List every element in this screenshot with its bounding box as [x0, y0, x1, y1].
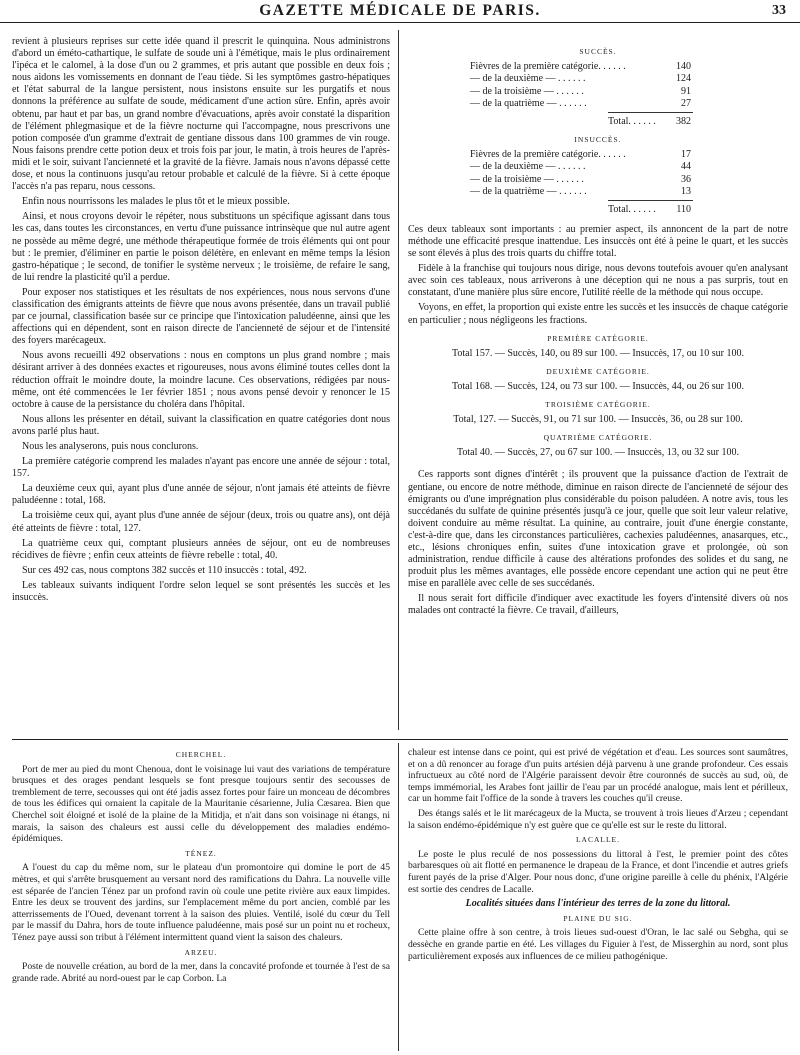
row-value: 13	[681, 185, 691, 197]
paragraph: chaleur est intense dans ce point, qui est privé de végétation et d'eau. Les sources sont saumâtres, et on a dû renoncer au forage d'un puits artésien déjà parvenu à une grande profondeur. Ces essais infructueux au côté nord de l'Algérie paraissent devoir être couronnés de succès au sud, où, de temps immémorial, les Arabes font jaillir de l'eau par un procédé analogue, mais lent et périlleux, car un homme fait l'office de la sonde à travers les couches qu'il creuse.	[408, 747, 788, 805]
row-value: 91	[681, 85, 691, 97]
paragraph: revient à plusieurs reprises sur cette idée quand il prescrit le quinquina. Nous administrons d'abord un éméto-cathartique, le sulfate de soude uni à l'émétique, mais le plus ordinairement l'ipéca et le calomel, à la dose d'un ou 2 grammes, et pris autant que possible en deux fois ; nous aidons les vomissements en donnant de l'eau tiède. Si les symptômes gastro-hépatiques et l'état saburral de la langue persistent, nous insistons ensuite sur les purgatifs et nous donnons la préférence au sulfate de soude, médicament d'une action sûre. Enfin, après avoir obtenu, par haut et par bas, un grand nombre d'évacuations, après avoir constaté la disparition de l'élément phlegmasique et de la fièvre nocturne qui l'accompagne, nous prescrivons une potion composée d'un gramme d'extrait de gentiane dissous dans 100 grammes de vin rouge. Nous faisons prendre cette potion deux et trois fois par jour, le matin, à trois heures de l'après-midi et le soir, suivant l'ancienneté et la gravité de la fièvre. Jamais nous n'avons dépassé cette dose, et nous la continuons jusqu'au retour probable et calculé de la fièvre. Si à cette époque l'accès n'a pas reparu, nous cessons.	[12, 36, 390, 193]
paragraph: Poste de nouvelle création, au bord de la mer, dans la concavité profonde et tournée à l'est de sa grande rade. Abrité au nord-ouest par le cap Corbon. La	[12, 961, 390, 984]
table-row	[408, 73, 788, 85]
total-row	[408, 202, 788, 216]
left-column	[12, 36, 390, 607]
locality-heading: CHERCHEL.	[175, 750, 227, 759]
category-line: Total 168. — Succès, 124, ou 73 sur 100. — Insuccès, 44, ou 26 sur 100.	[451, 380, 745, 392]
insucces-table	[408, 134, 788, 216]
row-label: Fièvres de la première catégorie. . . . . .	[470, 61, 626, 73]
paragraph: Ces rapports sont dignes d'intérêt ; ils prouvent que la puissance d'action de l'extrait de gentiane, ou encore de notre méthode, diminue en raison directe de l'ancienneté de séjour des émigrants ou d'une imprégnation plus considérable du poison paludéen. A notre avis, tous les succédanés du sulfate de quinine présentés jusqu'à ce jour, quelle que soit leur valeur relative, doivent conduire au même résultat. La quinine, au contraire, jouit d'une énergie constante, c'est-à-dire que, dans les circonstances particulières, cachexies paludéennes, anasarques, etc., etc., lésions chroniques enfin, suites d'une intoxication grave et prolongée, où son administration, rendue difficile à cause des altérations profondes des solides et du sang, ne produit plus les mêmes avantages, elle possède encore cependant une action qui ne peut être mise en parallèle avec celle de ses succédanés.	[408, 469, 788, 590]
paragraph: La deuxième ceux qui, ayant plus d'une année de séjour, n'ont jamais été atteints de fièvre paludéenne : total, 168.	[12, 483, 390, 507]
page-number: 33	[772, 3, 786, 18]
row-label: — de la deuxième — . . . . . .	[470, 161, 586, 173]
paragraph: Les tableaux suivants indiquent l'ordre selon lequel se sont présentés les succès et les insuccès.	[12, 579, 390, 604]
table-heading: SUCCÈS.	[579, 47, 617, 56]
locality-heading: LACALLE.	[575, 835, 621, 845]
row-label: — de la troisième — . . . . . .	[470, 85, 584, 97]
total-rule	[608, 200, 693, 201]
bottom-right-column	[408, 747, 788, 965]
table-row	[408, 186, 788, 198]
paragraph: Des étangs salés et le lit marécageux de la Mucta, se trouvent à trois lieues d'Arzeu ; cependant la saison endémo-épidémique n'y est guère que ce qu'elle est sur le reste du littoral.	[408, 807, 788, 831]
table-row	[408, 149, 788, 161]
paragraph: A l'ouest du cap du même nom, sur le plateau d'un promontoire qui domine le port de 45 mètres, et qui s'arrête brusquement au versant nord des ramifications du Dahra. La nouvelle ville est séparée de l'ancien Ténez par un profond ravin où coule une petite rivière aux eaux limpides. Entre les deux se trouvent des jardins, sur l'emplacement même du port ancien, comblé par les atterrissements de l'Oued, devenant torrent à la saison des pluies. Ventilé, isolé du cœur du Tell par le massif du Dahra, hors de toute influence paludéenne, mais posé sur un point nu et rocheux, Ténez paye aussi son tribut à l'élément intermittent quand vient la saison des chaleurs.	[12, 862, 390, 943]
paragraph: Nous avons recueilli 492 observations : nous en comptons un plus grand nombre ; mais désirant arriver à des données exactes et rigoureuses, nous avons éliminé toutes celles dont la réduction offrait le moindre doute, la moindre lacune. Ces observations, rédigées par nous-même, ont été commencées le 1er février 1851 ; nous avons pensé devoir y renoncer le 15 octobre à cause de la persistance du choléra dans l'hôpital.	[12, 350, 390, 410]
paragraph: La troisième ceux qui, ayant plus d'une année de séjour (deux, trois ou quatre ans), ont déjà été atteints de fièvre : total, 127.	[12, 510, 390, 534]
paragraph: La première catégorie comprend les malades n'ayant pas encore une année de séjour : total, 157.	[12, 456, 390, 480]
paragraph: La quatrième ceux qui, comptant plusieurs années de séjour, ont eu de nombreuses récidives de fièvre ; enfin ceux atteints de fièvre rebelle : total, 40.	[12, 537, 390, 561]
succes-table	[408, 46, 788, 128]
row-value: 27	[681, 97, 691, 109]
total-label: Total. . . . . .	[608, 115, 656, 127]
total-label: Total. . . . . .	[608, 203, 656, 215]
row-value: 124	[676, 73, 691, 85]
row-label: — de la quatrième — . . . . . .	[470, 97, 587, 109]
total-rule	[608, 112, 693, 113]
journal-title: GAZETTE MÉDICALE DE PARIS.	[259, 2, 541, 19]
category-heading: PREMIÈRE CATÉGORIE.	[547, 333, 649, 343]
paragraph: Sur ces 492 cas, nous comptons 382 succès et 110 insuccès : total, 492.	[22, 564, 307, 576]
row-label: — de la troisième — . . . . . .	[470, 173, 584, 185]
column-divider	[398, 743, 399, 1051]
paragraph: Fidèle à la franchise qui toujours nous dirige, nous devons toutefois avouer qu'en analysant avec soin ces tableaux, nous arriverons à une déception qui ne nous a pas surpris, tout en constatant, d'une manière plus sûre encore, l'utilité réelle de la méthode qui nous occupe.	[408, 263, 788, 299]
table-row	[408, 61, 788, 73]
category-line: Total 40. — Succès, 27, ou 67 sur 100. — Insuccès, 13, ou 32 sur 100.	[456, 447, 740, 459]
row-label: Fièvres de la première catégorie. . . . . .	[470, 149, 626, 161]
row-value: 140	[676, 61, 691, 73]
category-line: Total, 127. — Succès, 91, ou 71 sur 100. — Insuccès, 36, ou 28 sur 100.	[453, 414, 743, 426]
paragraph: Voyons, en effet, la proportion qui existe entre les succès et les insuccès de chaque catégorie en particulier ; nous négligeons les fractions.	[408, 302, 788, 326]
table-row	[408, 161, 788, 173]
paragraph: Nous allons les présenter en détail, suivant la classification en quatre catégories dont nous avons parlé plus haut.	[12, 413, 390, 437]
bottom-left-column	[12, 747, 390, 987]
total-value: 382	[676, 115, 691, 127]
table-heading: INSUCCÈS.	[574, 134, 622, 144]
table-row	[408, 174, 788, 186]
paragraph: Il nous serait fort difficile d'indiquer avec exactitude les foyers d'intensité divers où nos malades ont contracté la fièvre. Ce travail, d'ailleurs,	[408, 593, 788, 617]
row-value: 44	[681, 161, 691, 173]
locality-heading: ARZEU.	[184, 947, 218, 957]
section-divider	[12, 739, 788, 740]
locality-heading: TÉNEZ.	[185, 848, 217, 858]
paragraph: Ces deux tableaux sont importants : au premier aspect, ils annoncent de la part de notre méthode une efficacité presque inattendue. Les insuccès ont été à peine le quart, et les succès se sont élevés à plus des trois quarts du chiffre total.	[408, 223, 788, 260]
paragraph: Cette plaine offre à son centre, à trois lieues sud-ouest d'Oran, le lac salé ou Sebgha, qui se dessèche en grande partie en été. Les villages du Figuier à l'est, de Misserghin au nord, sont plus particulièrement exposés aux influences de ce milieu pathogénique.	[408, 927, 788, 962]
total-row	[408, 114, 788, 128]
paragraph: Pour exposer nos statistiques et les résultats de nos expériences, nous nous servons d'une classification des émigrants atteints de fièvre que nous avons présentée, dans un travail publié par ce journal, classification basée sur ce principe que l'intoxication paludéenne, ainsi que les affections qui en dépendent, sont en raison directe de l'ancienneté de séjour et de l'intensité des foyers marécageux.	[12, 286, 390, 347]
section-subheading: Localités situées dans l'intérieur des terres de la zone du littoral.	[465, 898, 731, 910]
page-header	[0, 0, 800, 23]
locality-heading: PLAINE DU SIG.	[563, 913, 633, 923]
table-row	[408, 98, 788, 110]
column-divider	[398, 30, 399, 730]
paragraph: Nous les analyserons, puis nous conclurons.	[22, 441, 199, 452]
category-heading: DEUXIÈME CATÉGORIE.	[546, 366, 650, 376]
category-line: Total 157. — Succès, 140, ou 89 sur 100. — Insuccès, 17, ou 10 sur 100.	[451, 347, 745, 359]
row-value: 36	[681, 173, 691, 185]
row-label: — de la deuxième — . . . . . .	[470, 73, 586, 85]
right-column	[408, 42, 788, 621]
category-heading: QUATRIÈME CATÉGORIE.	[543, 433, 653, 443]
paragraph: Enfin nous nourrissons les malades le plus tôt et le mieux possible.	[22, 196, 290, 208]
total-value: 110	[676, 203, 691, 215]
paragraph: Port de mer au pied du mont Chenoua, dont le voisinage lui vaut des variations de température brusques et des orages pendant lesquels se font presque toujours sentir des secousses de tremblement de terre, secousses qui ont été jadis assez fortes pour faire un monceau de décombres de tous les édifices qui ornaient la capitale de la Mauritanie césarienne, Julia Cæsarea. Bien que Cherchel soit éloigné et isolé de la plaine de la Mitidja, et n'ait dans son voisinage ni étangs, ni marais, la saison des chaleurs est aussi celle du développement des maladies endémo-épidémiques.	[12, 763, 390, 845]
row-label: — de la quatrième — . . . . . .	[470, 185, 587, 197]
paragraph: Ainsi, et nous croyons devoir le répéter, nous substituons un spécifique agissant dans tous les cas, dans toutes les circonstances, en vertu d'une puissance intrinsèque que nul autre agent ne possède au même degré, une méthode thérapeutique formée de trois éléments qui ont pour but : le premier, d'éliminer en partie le poison délétère, en enlevant en même temps la lésion gastro-hépatique ; le second, de tonifier le système nerveux ; le troisième, de refaire le sang, de lui rendre la plasticité qu'il a perdue.	[12, 211, 390, 283]
paragraph: Le poste le plus reculé de nos possessions du littoral à l'est, le premier point des côtes barbaresques où ait flotté en permanence le drapeau de la France, et dont l'incendie et autres griefs furent payés de la prise d'Alger. Pour nous donc, d'une origine pareille à celle du phénix, l'Algérie est sortie des cendres de Lacalle.	[408, 848, 788, 895]
category-heading: TROISIÈME CATÉGORIE.	[545, 400, 651, 410]
table-row	[408, 86, 788, 98]
row-value: 17	[681, 149, 691, 161]
